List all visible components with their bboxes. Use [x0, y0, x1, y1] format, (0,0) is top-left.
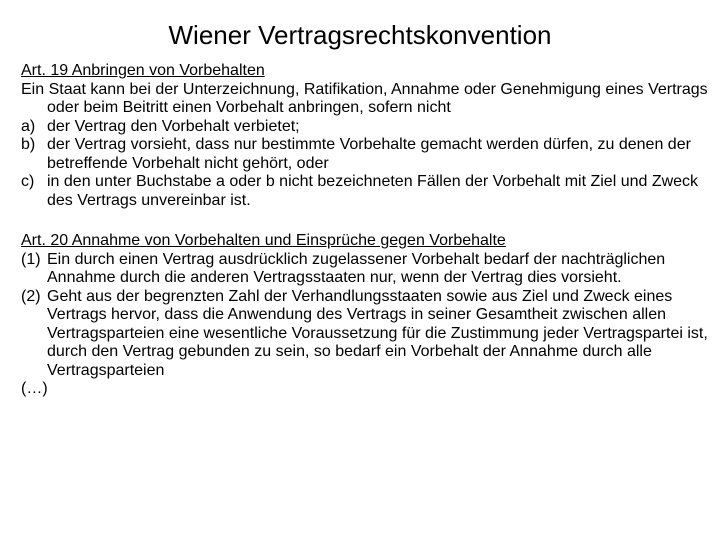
- section-divider: [21, 210, 711, 232]
- art19-item-a: [21, 118, 711, 137]
- item-text: in den unter Buchstabe a oder b nicht bezeichneten Fällen der Vorbehalt mit Ziel und Zweck des Vertrags unvereinbar ist.: [47, 173, 699, 209]
- item-text: der Vertrag den Vorbehalt verbietet;: [47, 117, 300, 135]
- art20-heading: Art. 20 Annahme von Vorbehalten und Einsprüche gegen Vorbehalte: [21, 232, 506, 249]
- item-text: Geht aus der begrenzten Zahl der Verhandlungsstaaten sowie aus Ziel und Zweck eines Vertrags hervor, dass die Anwendung des Vertrags in seiner Gesamtheit zwischen allen Vertragsparteien eine wesentliche Voraussetzung für die Zustimmung jeder Vertragspartei ist, durch den Vertrag gebunden zu sein, so bedarf ein Vorbehalt der Annahme durch alle Vertragsparteien: [47, 287, 708, 379]
- item-label: (2): [21, 287, 41, 305]
- slide-content: [21, 62, 711, 399]
- slide-title: Wiener Vertragsrechtskonvention: [168, 20, 552, 50]
- item-label: a): [21, 117, 36, 135]
- art19-intro: Ein Staat kann bei der Unterzeichnung, Ratifikation, Annahme oder Genehmigung eines Vertrags oder beim Beitritt einen Vorbehalt anbringen, sofern nicht: [21, 80, 708, 116]
- item-label: (1): [21, 250, 41, 268]
- item-label: b): [21, 136, 36, 153]
- art20-item-1: [21, 251, 711, 288]
- art19-item-b: [21, 136, 711, 173]
- item-text: der Vertrag vorsieht, dass nur bestimmte Vorbehalte gemacht werden dürfen, zu denen der betreffende Vorbehalt nicht gehört, oder: [47, 136, 691, 172]
- art19-heading: Art. 19 Anbringen von Vorbehalten: [21, 62, 265, 79]
- item-text: Ein durch einen Vertrag ausdrücklich zugelassener Vorbehalt bedarf der nachträglichen Annahme durch die anderen Vertragsstaaten nur, wenn der Vertrag dies vorsieht.: [47, 250, 666, 286]
- art20-item-2: [21, 288, 711, 381]
- art19-item-c: [21, 173, 711, 210]
- ellipsis: (…): [21, 380, 48, 397]
- item-label: c): [21, 173, 35, 190]
